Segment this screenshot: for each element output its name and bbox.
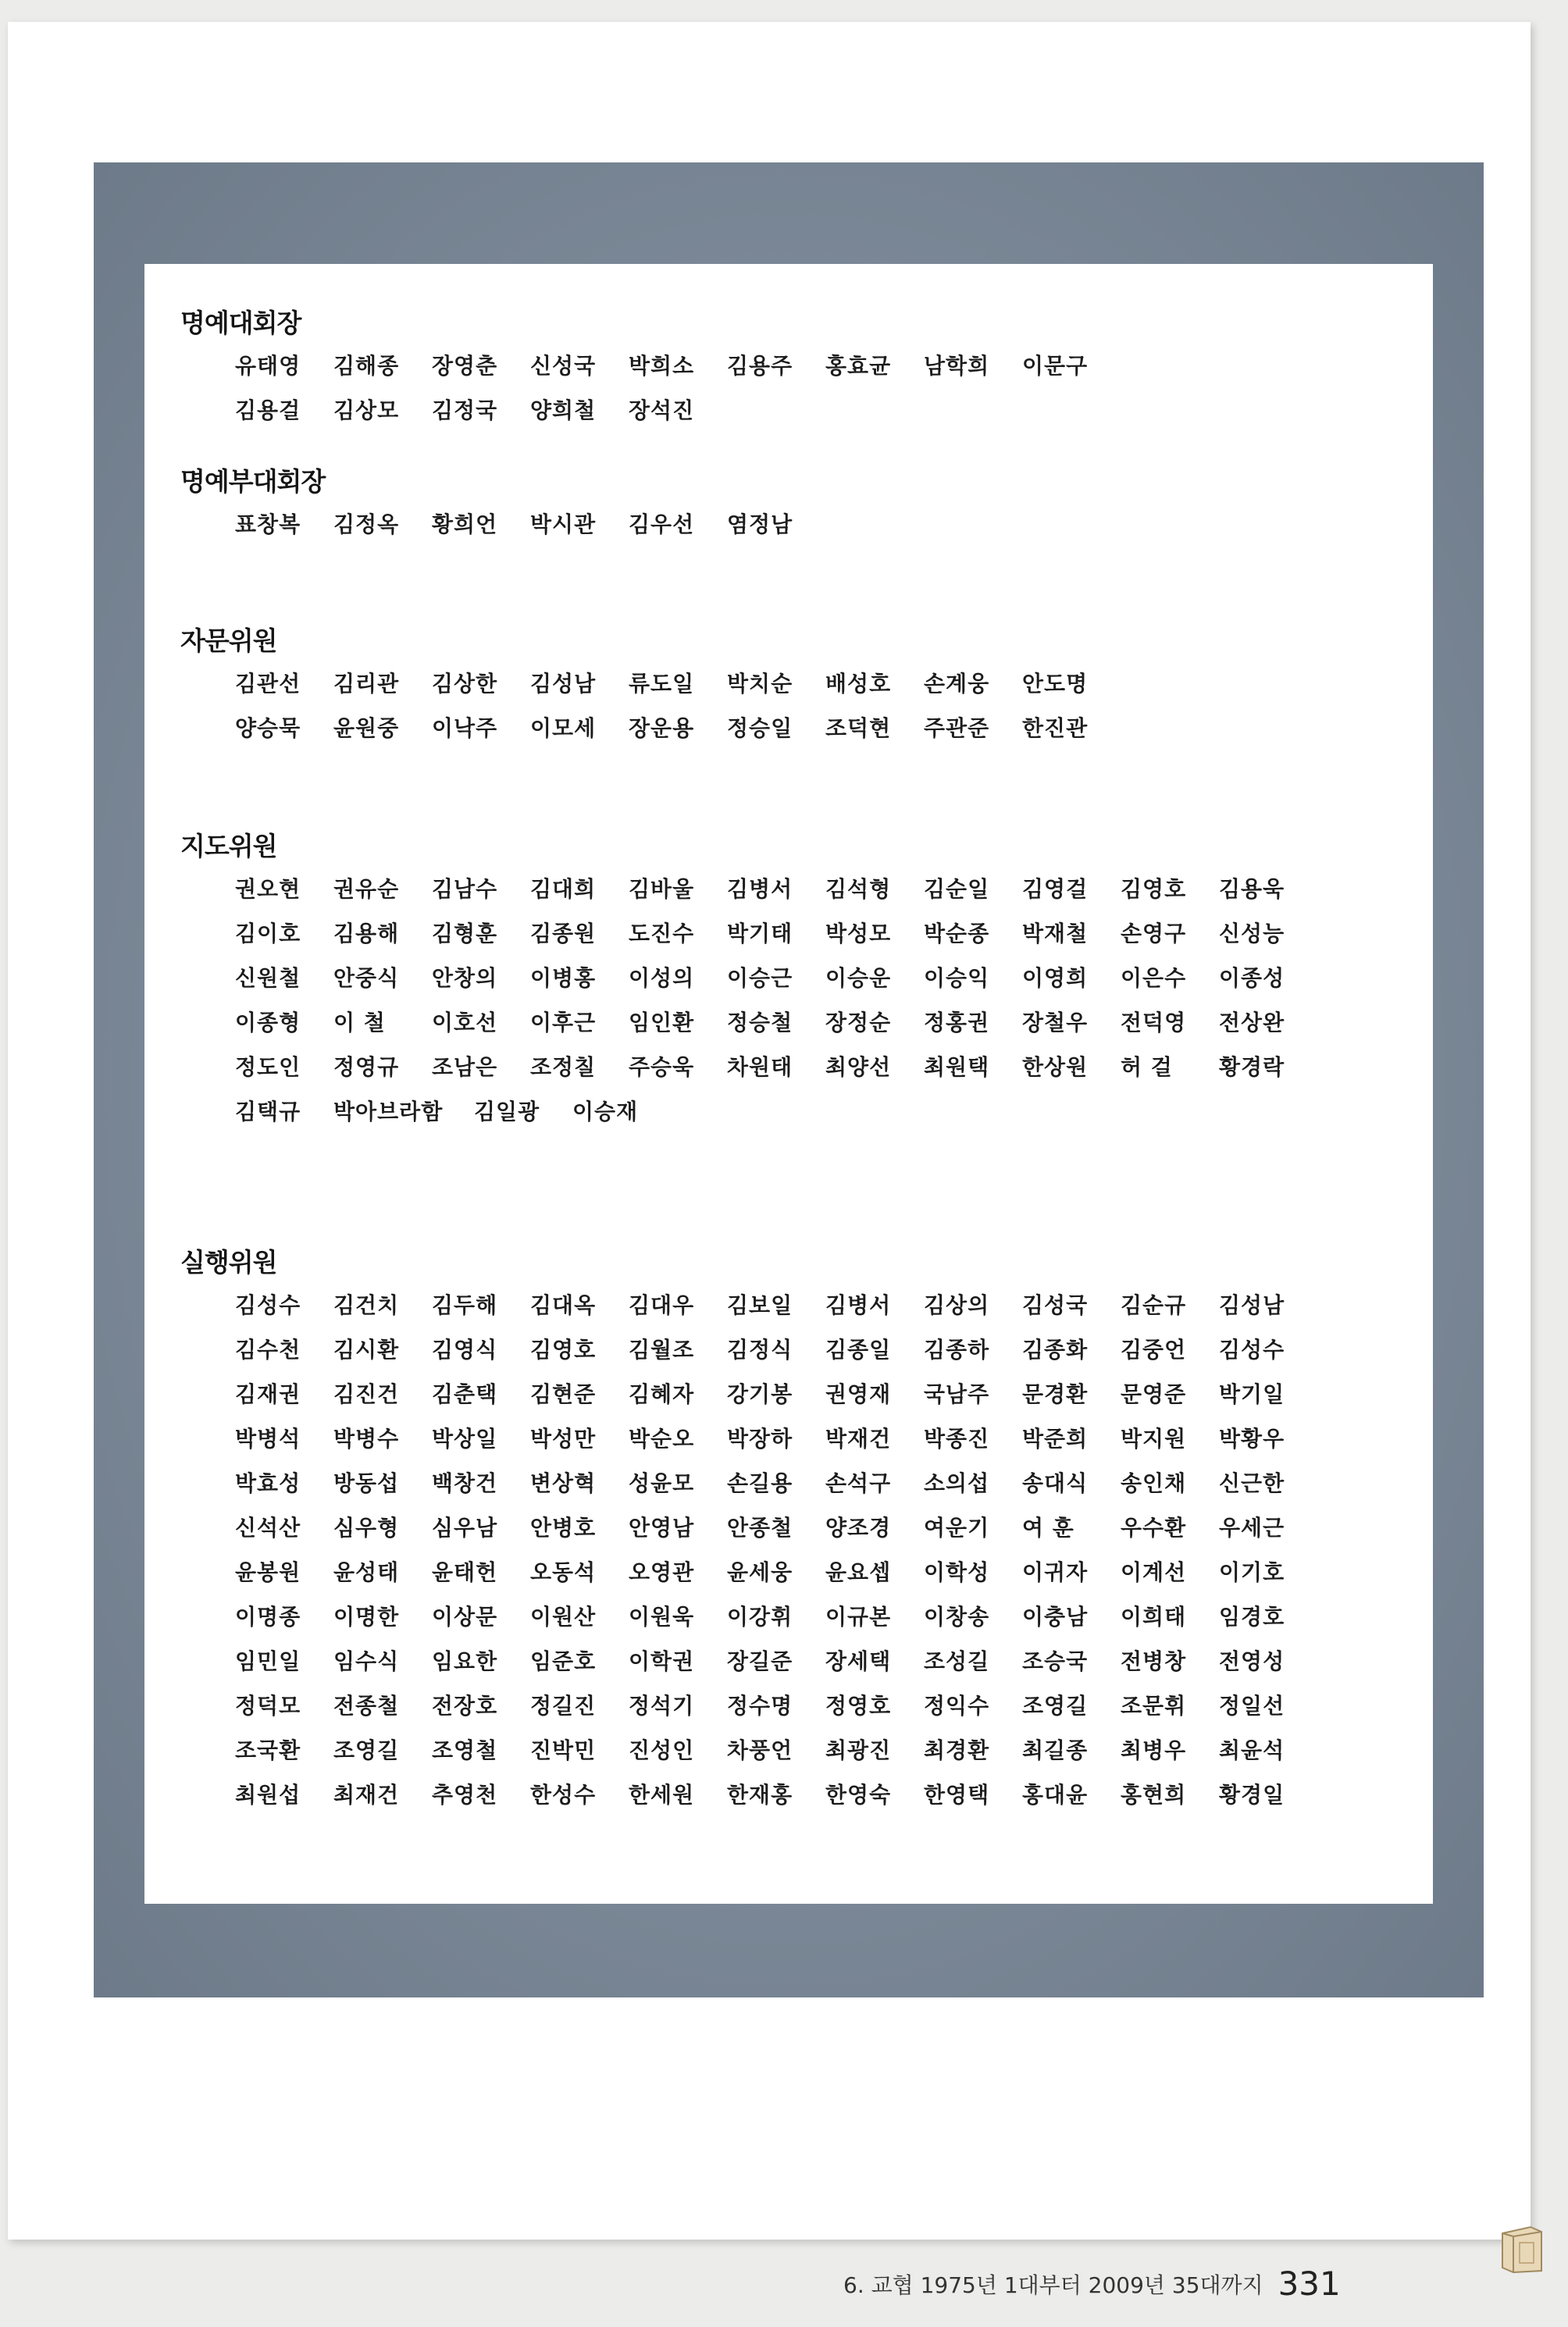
member-name: 박상일 <box>432 1426 498 1452</box>
member-name: 김이호 <box>235 921 301 946</box>
member-name: 정수명 <box>727 1693 793 1719</box>
name-row <box>235 1550 1317 1595</box>
member-name: 이승근 <box>727 965 793 991</box>
member-name: 신성국 <box>530 353 597 379</box>
name-row <box>235 661 1121 706</box>
member-name: 이원산 <box>530 1604 597 1630</box>
member-name: 최원택 <box>924 1054 990 1080</box>
member-name: 김상의 <box>924 1292 990 1318</box>
member-name: 조정칠 <box>530 1054 597 1080</box>
member-name: 정도인 <box>235 1054 301 1080</box>
member-name: 김종하 <box>924 1337 990 1363</box>
member-name: 홍현희 <box>1121 1782 1187 1808</box>
member-name: 염정남 <box>727 511 793 537</box>
member-name: 김리관 <box>333 671 400 697</box>
member-name: 이창송 <box>924 1604 990 1630</box>
member-name: 박시관 <box>530 511 597 537</box>
section-title: 실행위원 <box>180 1247 277 1278</box>
member-name: 이병홍 <box>530 965 597 991</box>
member-name: 김병서 <box>727 876 793 902</box>
member-name: 이종성 <box>1219 965 1285 991</box>
member-name: 신석산 <box>235 1515 301 1541</box>
member-name: 김종원 <box>530 921 597 946</box>
member-name: 안도명 <box>1022 671 1089 697</box>
member-name: 한상원 <box>1022 1054 1089 1080</box>
member-name: 문영준 <box>1121 1381 1187 1407</box>
member-name: 이승익 <box>924 965 990 991</box>
book-icon <box>1499 2225 1545 2274</box>
member-name: 전상완 <box>1219 1010 1285 1035</box>
member-name: 이승운 <box>825 965 892 991</box>
member-name: 손영구 <box>1121 921 1187 946</box>
member-name: 이학성 <box>924 1559 990 1585</box>
member-name: 장영춘 <box>432 353 498 379</box>
member-name: 정영규 <box>333 1054 400 1080</box>
member-name: 김영식 <box>432 1337 498 1363</box>
member-name: 김정국 <box>432 397 498 423</box>
section-3 <box>180 621 1121 750</box>
member-name: 홍효균 <box>825 353 892 379</box>
member-name: 한성수 <box>530 1782 597 1808</box>
member-name: 최원섭 <box>235 1782 301 1808</box>
member-name: 신근한 <box>1219 1470 1285 1496</box>
member-name: 김영걸 <box>1022 876 1089 902</box>
member-name: 박준희 <box>1022 1426 1089 1452</box>
member-name: 안종철 <box>727 1515 793 1541</box>
member-name: 김시환 <box>333 1337 400 1363</box>
member-name: 박기태 <box>727 921 793 946</box>
name-row <box>235 1417 1317 1461</box>
member-name: 박효성 <box>235 1470 301 1496</box>
member-name: 윤원중 <box>333 715 400 741</box>
member-name: 장길준 <box>727 1648 793 1674</box>
member-name: 양희철 <box>530 397 597 423</box>
member-name: 신원철 <box>235 965 301 991</box>
member-name: 김대우 <box>629 1292 695 1318</box>
member-name: 김중언 <box>1121 1337 1187 1363</box>
member-name: 주관준 <box>924 715 990 741</box>
page-number: 331 <box>1278 2265 1341 2303</box>
member-name: 김용해 <box>333 921 400 946</box>
member-name: 이호선 <box>432 1010 498 1035</box>
name-row <box>235 956 1317 1000</box>
member-name: 조국환 <box>235 1737 301 1763</box>
member-name: 이 철 <box>333 1010 386 1035</box>
name-row <box>235 1595 1317 1639</box>
member-name: 진박민 <box>530 1737 597 1763</box>
member-name: 박성모 <box>825 921 892 946</box>
member-name: 장세택 <box>825 1648 892 1674</box>
name-row <box>235 1728 1317 1773</box>
member-name: 한영숙 <box>825 1782 892 1808</box>
member-name: 최윤석 <box>1219 1737 1285 1763</box>
member-name: 김용걸 <box>235 397 301 423</box>
member-name: 차풍언 <box>727 1737 793 1763</box>
member-name: 김월조 <box>629 1337 695 1363</box>
member-name: 조덕현 <box>825 715 892 741</box>
member-name: 이희태 <box>1121 1604 1187 1630</box>
member-name: 최길종 <box>1022 1737 1089 1763</box>
member-name: 정승일 <box>727 715 793 741</box>
member-name: 김우선 <box>629 511 695 537</box>
member-name: 김영호 <box>530 1337 597 1363</box>
member-name: 이은수 <box>1121 965 1187 991</box>
member-name: 김상한 <box>432 671 498 697</box>
member-name: 김석형 <box>825 876 892 902</box>
member-name: 박병수 <box>333 1426 400 1452</box>
member-name: 김일광 <box>474 1099 540 1124</box>
member-name: 안영남 <box>629 1515 695 1541</box>
member-name: 장석진 <box>629 397 695 423</box>
member-name: 이규본 <box>825 1604 892 1630</box>
member-name: 김대희 <box>530 876 597 902</box>
name-row <box>235 1283 1317 1327</box>
name-row <box>235 388 1121 433</box>
member-name: 최광진 <box>825 1737 892 1763</box>
member-name: 유태영 <box>235 353 301 379</box>
member-name: 김진건 <box>333 1381 400 1407</box>
name-row <box>235 1506 1317 1550</box>
member-name: 손석구 <box>825 1470 892 1496</box>
member-name: 임경호 <box>1219 1604 1285 1630</box>
member-name: 이영희 <box>1022 965 1089 991</box>
member-name: 정길진 <box>530 1693 597 1719</box>
member-name: 안창의 <box>432 965 498 991</box>
name-row <box>235 706 1121 750</box>
member-name: 이상문 <box>432 1604 498 1630</box>
member-name: 차원태 <box>727 1054 793 1080</box>
member-name: 임민일 <box>235 1648 301 1674</box>
section-5 <box>180 1242 1317 1817</box>
page-footer <box>843 2265 1341 2303</box>
member-name: 김수천 <box>235 1337 301 1363</box>
member-name: 박황우 <box>1219 1426 1285 1452</box>
member-name: 방동섭 <box>333 1470 400 1496</box>
member-name: 장철우 <box>1022 1010 1089 1035</box>
member-name: 박순종 <box>924 921 990 946</box>
member-name: 손길용 <box>727 1470 793 1496</box>
name-row <box>235 1684 1317 1728</box>
member-name: 조남은 <box>432 1054 498 1080</box>
member-name: 안병호 <box>530 1515 597 1541</box>
member-name: 이학권 <box>629 1648 695 1674</box>
member-name: 박순오 <box>629 1426 695 1452</box>
member-name: 이성의 <box>629 965 695 991</box>
name-row <box>235 1639 1317 1684</box>
member-name: 이명한 <box>333 1604 400 1630</box>
member-name: 김성남 <box>1219 1292 1285 1318</box>
member-name: 박성만 <box>530 1426 597 1452</box>
member-name: 박치순 <box>727 671 793 697</box>
member-name: 백창건 <box>432 1470 498 1496</box>
member-name: 정홍권 <box>924 1010 990 1035</box>
member-name: 양승묵 <box>235 715 301 741</box>
member-name: 한영택 <box>924 1782 990 1808</box>
member-name: 남학희 <box>924 353 990 379</box>
section-title: 명예대회장 <box>180 308 301 338</box>
member-name: 박희소 <box>629 353 695 379</box>
member-name: 김용주 <box>727 353 793 379</box>
member-name: 김순규 <box>1121 1292 1187 1318</box>
member-name: 우세근 <box>1219 1515 1285 1541</box>
member-name: 진성인 <box>629 1737 695 1763</box>
member-name: 이원욱 <box>629 1604 695 1630</box>
member-name: 허 걸 <box>1121 1054 1173 1080</box>
member-name: 도진수 <box>629 921 695 946</box>
member-name: 조영철 <box>432 1737 498 1763</box>
member-name: 이기호 <box>1219 1559 1285 1585</box>
member-name: 김성수 <box>1219 1337 1285 1363</box>
member-name: 최재건 <box>333 1782 400 1808</box>
section-2 <box>180 461 825 547</box>
member-name: 임인환 <box>629 1010 695 1035</box>
member-name: 최경환 <box>924 1737 990 1763</box>
member-name: 김택규 <box>235 1099 301 1124</box>
member-name: 김병서 <box>825 1292 892 1318</box>
member-name: 장정순 <box>825 1010 892 1035</box>
name-row <box>235 867 1317 911</box>
chapter-title: 6. 교협 1975년 1대부터 2009년 35대까지 <box>843 2272 1263 2298</box>
member-name: 이강휘 <box>727 1604 793 1630</box>
member-name: 윤요셉 <box>825 1559 892 1585</box>
member-name: 김춘택 <box>432 1381 498 1407</box>
member-name: 박병석 <box>235 1426 301 1452</box>
scanned-document <box>144 264 1433 1904</box>
member-name: 정승철 <box>727 1010 793 1035</box>
member-name: 박지원 <box>1121 1426 1187 1452</box>
member-name: 조문휘 <box>1121 1693 1187 1719</box>
member-name: 정일선 <box>1219 1693 1285 1719</box>
member-name: 윤태헌 <box>432 1559 498 1585</box>
member-name: 김바울 <box>629 876 695 902</box>
member-name: 손계웅 <box>924 671 990 697</box>
member-name: 김종일 <box>825 1337 892 1363</box>
member-name: 박아브라함 <box>333 1099 444 1124</box>
member-name: 이낙주 <box>432 715 498 741</box>
member-name: 송대식 <box>1022 1470 1089 1496</box>
member-name: 김혜자 <box>629 1381 695 1407</box>
member-name: 임수식 <box>333 1648 400 1674</box>
member-name: 박장하 <box>727 1426 793 1452</box>
member-name: 전장호 <box>432 1693 498 1719</box>
member-name: 강기봉 <box>727 1381 793 1407</box>
section-4 <box>180 826 1317 1134</box>
member-name: 이계선 <box>1121 1559 1187 1585</box>
member-name: 심우남 <box>432 1515 498 1541</box>
member-name: 권영재 <box>825 1381 892 1407</box>
member-name: 김순일 <box>924 876 990 902</box>
member-name: 송인채 <box>1121 1470 1187 1496</box>
member-name: 조성길 <box>924 1648 990 1674</box>
member-name: 이승재 <box>572 1099 639 1124</box>
member-name: 조영길 <box>333 1737 400 1763</box>
scanned-document-frame <box>94 162 1484 1997</box>
name-row <box>235 344 1121 388</box>
name-row <box>235 1089 1317 1134</box>
member-name: 김두해 <box>432 1292 498 1318</box>
member-name: 이모세 <box>530 715 597 741</box>
member-name: 박기일 <box>1219 1381 1285 1407</box>
section-title: 자문위원 <box>180 625 277 656</box>
member-name: 박재건 <box>825 1426 892 1452</box>
member-name: 김남수 <box>432 876 498 902</box>
member-name: 배성호 <box>825 671 892 697</box>
member-name: 윤봉원 <box>235 1559 301 1585</box>
member-name: 김형훈 <box>432 921 498 946</box>
member-name: 황경락 <box>1219 1054 1285 1080</box>
member-name: 권유순 <box>333 876 400 902</box>
name-row <box>235 1000 1317 1045</box>
member-name: 김정옥 <box>333 511 400 537</box>
member-name: 최양선 <box>825 1054 892 1080</box>
member-name: 장운용 <box>629 715 695 741</box>
member-name: 최병우 <box>1121 1737 1187 1763</box>
member-name: 정덕모 <box>235 1693 301 1719</box>
member-name: 소의섭 <box>924 1470 990 1496</box>
member-name: 윤세웅 <box>727 1559 793 1585</box>
name-row <box>235 502 825 547</box>
name-row <box>235 911 1317 956</box>
member-name: 김대옥 <box>530 1292 597 1318</box>
name-row <box>235 1372 1317 1417</box>
member-name: 여운기 <box>924 1515 990 1541</box>
section-title: 지도위원 <box>180 831 277 861</box>
member-name: 전영성 <box>1219 1648 1285 1674</box>
member-name: 여 훈 <box>1022 1515 1074 1541</box>
member-name: 조영길 <box>1022 1693 1089 1719</box>
member-name: 윤성태 <box>333 1559 400 1585</box>
member-name: 한진관 <box>1022 715 1089 741</box>
member-name: 임요한 <box>432 1648 498 1674</box>
member-name: 심우형 <box>333 1515 400 1541</box>
member-name: 전병창 <box>1121 1648 1187 1674</box>
name-row <box>235 1045 1317 1089</box>
member-name: 우수환 <box>1121 1515 1187 1541</box>
member-name: 김영호 <box>1121 876 1187 902</box>
section-title: 명예부대회장 <box>180 466 326 497</box>
member-name: 양조경 <box>825 1515 892 1541</box>
member-name: 한세원 <box>629 1782 695 1808</box>
page-sheet <box>8 22 1531 2240</box>
section-1 <box>180 303 1121 433</box>
member-name: 김보일 <box>727 1292 793 1318</box>
member-name: 한재홍 <box>727 1782 793 1808</box>
member-name: 이후근 <box>530 1010 597 1035</box>
member-name: 주승욱 <box>629 1054 695 1080</box>
member-name: 추영천 <box>432 1782 498 1808</box>
member-name: 김재권 <box>235 1381 301 1407</box>
member-name: 김상모 <box>333 397 400 423</box>
member-name: 신성능 <box>1219 921 1285 946</box>
member-name: 정영호 <box>825 1693 892 1719</box>
member-name: 홍대윤 <box>1022 1782 1089 1808</box>
member-name: 김건치 <box>333 1292 400 1318</box>
name-row <box>235 1773 1317 1817</box>
member-name: 김성수 <box>235 1292 301 1318</box>
member-name: 황경일 <box>1219 1782 1285 1808</box>
member-name: 전종철 <box>333 1693 400 1719</box>
member-name: 김정식 <box>727 1337 793 1363</box>
member-name: 이종형 <box>235 1010 301 1035</box>
member-name: 국남주 <box>924 1381 990 1407</box>
member-name: 김해종 <box>333 353 400 379</box>
member-name: 안중식 <box>333 965 400 991</box>
member-name: 전덕영 <box>1121 1010 1187 1035</box>
member-name: 변상혁 <box>530 1470 597 1496</box>
member-name: 김용욱 <box>1219 876 1285 902</box>
member-name: 조승국 <box>1022 1648 1089 1674</box>
member-name: 김성국 <box>1022 1292 1089 1318</box>
member-name: 김현준 <box>530 1381 597 1407</box>
member-name: 표창복 <box>235 511 301 537</box>
member-name: 성윤모 <box>629 1470 695 1496</box>
member-name: 박종진 <box>924 1426 990 1452</box>
member-name: 정익수 <box>924 1693 990 1719</box>
member-name: 이문구 <box>1022 353 1089 379</box>
member-name: 권오현 <box>235 876 301 902</box>
member-name: 이명종 <box>235 1604 301 1630</box>
member-name: 황희언 <box>432 511 498 537</box>
name-row <box>235 1327 1317 1372</box>
member-name: 김종화 <box>1022 1337 1089 1363</box>
member-name: 오동석 <box>530 1559 597 1585</box>
member-name: 이충남 <box>1022 1604 1089 1630</box>
member-name: 임준호 <box>530 1648 597 1674</box>
member-name: 정석기 <box>629 1693 695 1719</box>
member-name: 박재철 <box>1022 921 1089 946</box>
name-row <box>235 1461 1317 1506</box>
member-name: 오영관 <box>629 1559 695 1585</box>
member-name: 김관선 <box>235 671 301 697</box>
member-name: 류도일 <box>629 671 695 697</box>
member-name: 이귀자 <box>1022 1559 1089 1585</box>
member-name: 문경환 <box>1022 1381 1089 1407</box>
member-name: 김성남 <box>530 671 597 697</box>
